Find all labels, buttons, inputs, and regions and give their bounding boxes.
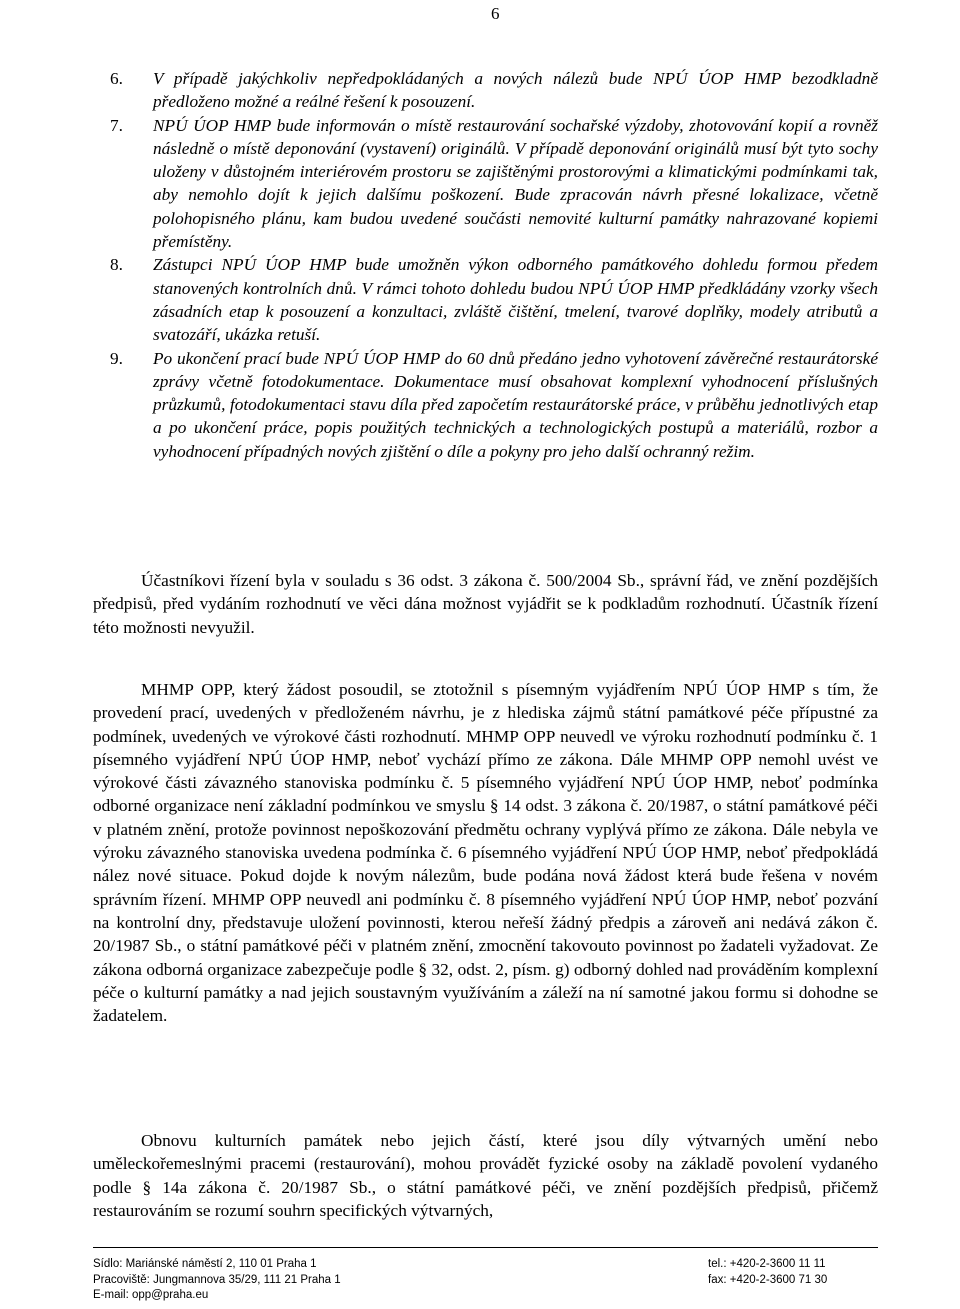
page-number: 6 xyxy=(491,4,500,23)
footer-phone: tel.: +420-2-3600 11 11 xyxy=(708,1258,826,1270)
footer-address: Sídlo: Mariánské náměstí 2, 110 01 Praha 1 xyxy=(93,1258,317,1270)
condition-text: NPÚ ÚOP HMP bude informován o místě restaurování sochařské výzdoby, zhotovování kopií a rovněž následně o místě deponování (vystavení) originálů. V případě deponování originálů musí být tyto sochy uloženy v důstojném interiérovém prostoru se zajištěnými prostorovými a klimatickými podmínkami tak, aby nemohlo dojít k jejich dalšímu poškození. Bude zpracován návrh přesné lokalizace, včetně polohopisného plánu, kam budou uvedené součásti nemovité kulturní památky nahrazované kopiemi přemístěny. xyxy=(153,115,878,252)
condition-number: 9. xyxy=(110,348,123,368)
paragraph-restoration: Obnovu kulturních památek nebo jejich částí, které jsou díly výtvarných umění nebo uměleckořemeslnými pracemi (restaurování), mohou provádět fyzické osoby na základě povolení vydaného podle § 14a zákona č. 20/1987 Sb., o státní památkové péči, ve znění pozdějších předpisů, přičemž restaurováním se rozumí souhrn specifických výtvarných, xyxy=(93,1131,878,1220)
condition-text: V případě jakýchkoliv nepředpokládaných a nových nálezů bude NPÚ ÚOP HMP bezodkladně předloženo možné a reálné řešení k posouzení. xyxy=(153,69,878,112)
paragraph-participant-statement: Účastníkovi řízení byla v souladu s 36 odst. 3 zákona č. 500/2004 Sb., správní řád, ve znění pozdějších předpisů, před vydáním rozhodnutí ve věci dána možnost vyjádřit se k podkladům rozhodnutí. Účastník řízení této možnosti nevyužil. xyxy=(93,571,878,637)
footer-workplace: Pracoviště: Jungmannova 35/29, 111 21 Praha 1 xyxy=(93,1273,341,1286)
footer-divider xyxy=(93,1247,878,1248)
footer-fax: fax: +420-2-3600 71 30 xyxy=(708,1273,828,1286)
conditions-list xyxy=(110,67,878,463)
condition-text: Zástupci NPÚ ÚOP HMP bude umožněn výkon odborného památkového dohledu formou předem stanovených kontrolních dnů. V rámci tohoto dohledu budou NPÚ ÚOP HMP předkládány vzorky všech zásadních etap k posouzení a konzultaci, zvláště čištění, tmelení, tvarové doplňky, modely atributů a svatozáří, ukázka retuší. xyxy=(153,255,878,345)
footer-row xyxy=(93,1288,878,1304)
footer xyxy=(93,1257,878,1304)
condition-text: Po ukončení prací bude NPÚ ÚOP HMP do 60 dnů předáno jedno vyhotovení závěrečné restaurátorské zprávy včetně fotodokumentace. Dokumentace musí obsahovat komplexní vyhodnocení příslušných průzkumů, fotodokumentaci stavu díla před započetím restaurátorské práce, v průběhu jednotlivých etap a po ukončení práce, popis použitých technických a technologických postupů a materiálů, rozbor a vyhodnocení případných nových zjištění o díle a pokyny pro jeho další ochranný režim. xyxy=(153,348,878,461)
paragraph-reasoning: MHMP OPP, který žádost posoudil, se ztotožnil s písemným vyjádřením NPÚ ÚOP HMP s tím, že provedení prací, uvedených v předloženém návrhu, je z hlediska zájmů státní památkové péče přípustné za podmínek, uvedených ve výrokové části rozhodnutí. MHMP OPP neuvedl ve výroku rozhodnutí podmínku č. 1 písemného vyjádření NPÚ ÚOP HMP, neboť vychází přímo ze zákona. Dále MHMP OPP nemohl uvést ve výrokové části závazného stanoviska podmínku č. 5 písemného vyjádření NPÚ ÚOP HMP, neboť podmínka odborné organizace není základní podmínkou ve smyslu § 14 odst. 3 zákona č. 20/1987, o státní památkové péči v platném znění, protože povinnost nepoškozování předmětu ochrany vyplývá přímo ze zákona. Dále nebyla ve výroku závazného stanoviska uvedena podmínka č. 6 písemného vyjádření NPÚ ÚOP HMP, neboť předpokládá nález nové situace. Pokud dojde k novým nálezům, bude podána nová žádost která bude řešena v novém správním řízení. MHMP OPP neuvedl ani podmínku č. 8 písemného vyjádření NPÚ ÚOP HMP, neboť pozvání na kontrolní dny, představuje uložení povinnosti, kterou neřeší žádný předpis a zároveň ani nedává zákon č. 20/1987 Sb., o státní památkové péči v platném znění, zmocnění takovouto povinnost po žadateli vyžadovat. Ze zákona odborná organizace zabezpečuje podle § 32, odst. 2, písm. g) odborný dohled nad prováděním komplexní péče o kulturní památky a nad jejich soustavným využíváním a záleží na ní samotné jakou formu si dohodne se žadatelem. xyxy=(93,680,878,1026)
condition-number: 7. xyxy=(110,115,123,135)
footer-row xyxy=(93,1273,878,1289)
footer-row xyxy=(93,1257,878,1273)
condition-item xyxy=(110,67,878,114)
condition-item xyxy=(110,253,878,346)
condition-number: 8. xyxy=(110,255,123,275)
footer-email[interactable]: E-mail: opp@praha.eu xyxy=(93,1289,209,1301)
condition-number: 6. xyxy=(110,69,123,88)
condition-item xyxy=(110,114,878,254)
condition-item xyxy=(110,347,878,463)
